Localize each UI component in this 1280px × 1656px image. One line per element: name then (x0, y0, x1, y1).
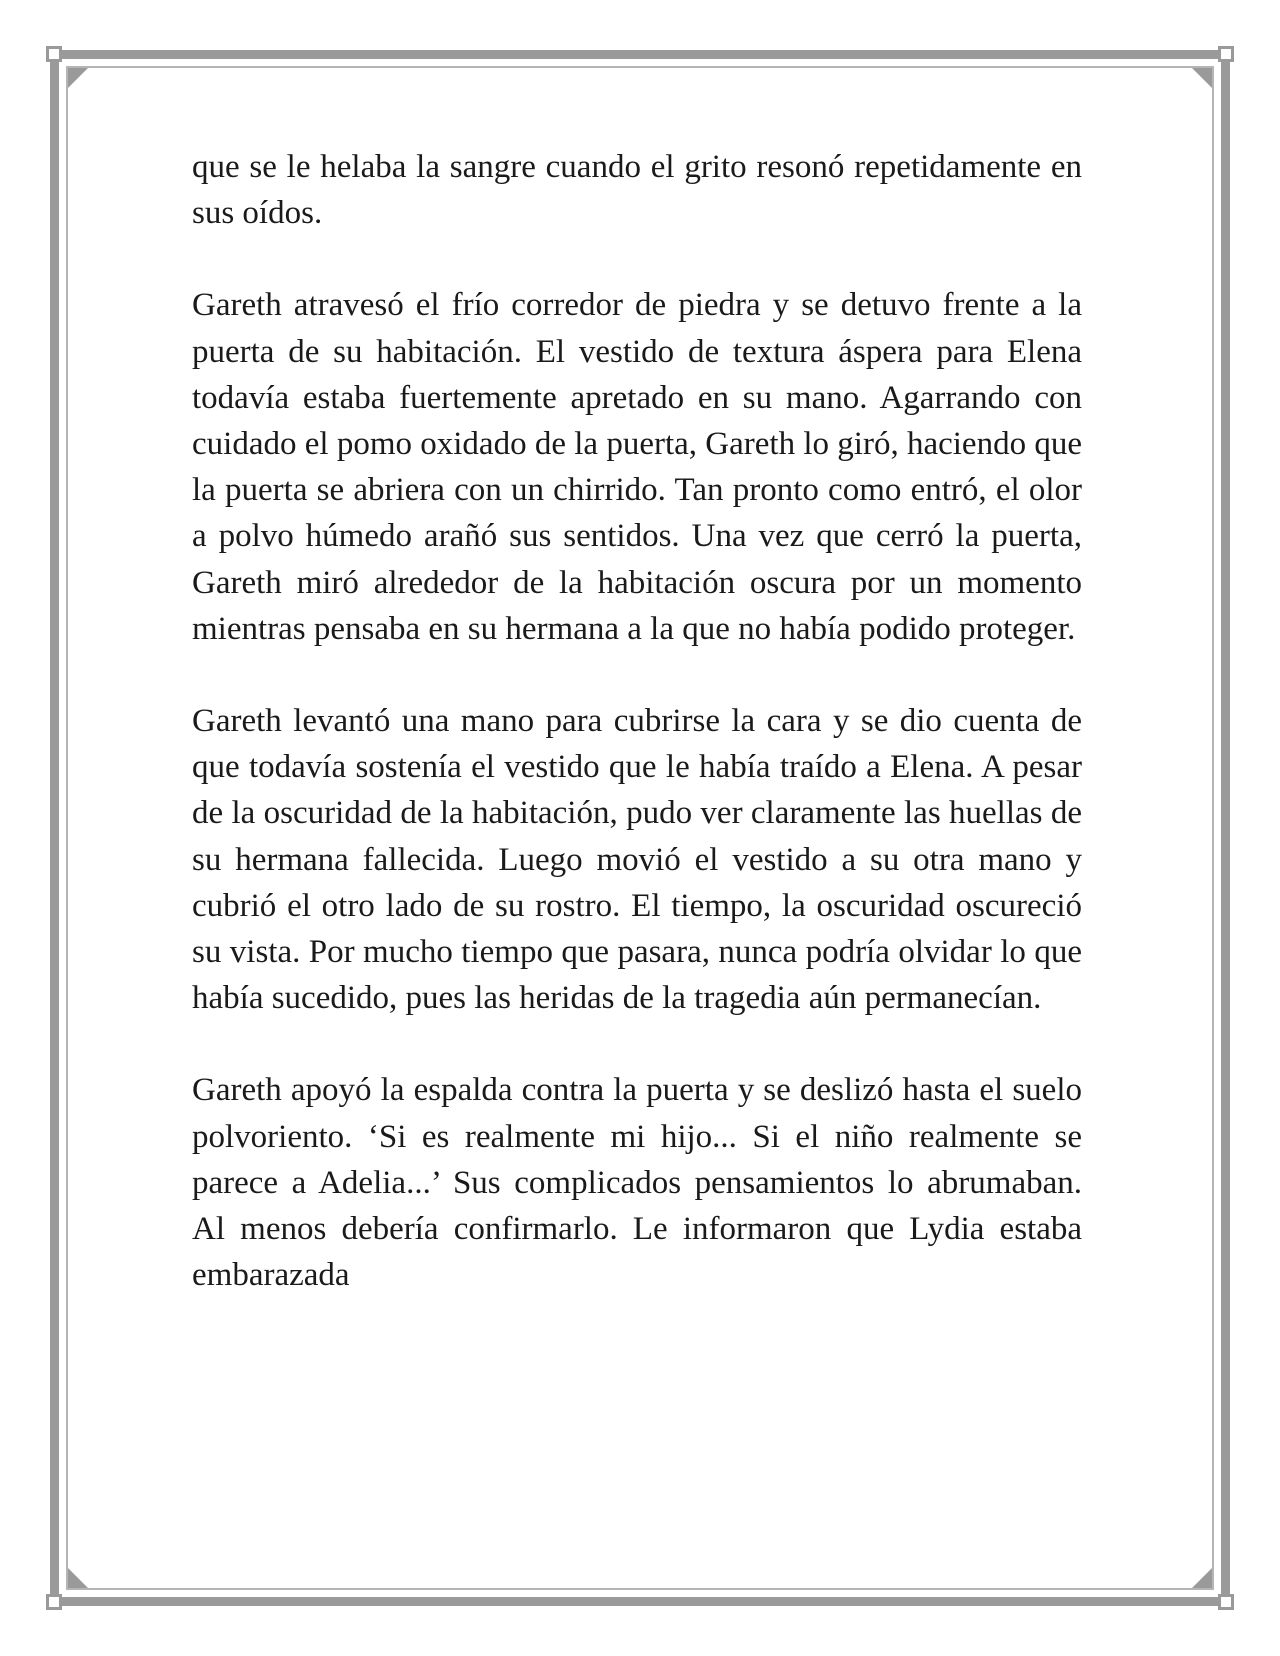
paragraph-3: Gareth levantó una mano para cubrirse la cara y se dio cuenta de que todavía sostenía el vestido que le había traído a Elena. A pesar de la oscuridad de la habitación, pudo ver claramente las huellas de su hermana fallecida. Luego movió el vestido a su otra mano y cubrió el otro lado de su rostro. El tiempo, la oscuridad oscureció su vista. Por mucho tiempo que pasara, nunca podría olvidar lo que había sucedido, pues las heridas de la tragedia aún permanecían. (192, 703, 1082, 1017)
paragraph-1: que se le helaba la sangre cuando el grito resonó repetidamente en sus oídos. (192, 149, 1082, 232)
corner-ornament-top-right (1218, 46, 1234, 62)
corner-triangle-bottom-right (1192, 1568, 1212, 1588)
paragraph-2: Gareth atravesó el frío corredor de piedra y se detuvo frente a la puerta de su habitación. El vestido de textura áspera para Elena todavía estaba fuertemente apretado en su mano. Agarrando con cuidado el pomo oxidado de la puerta, Gareth lo giró, haciendo que la puerta se abriera con un chirrido. Tan pronto como entró, el olor a polvo húmedo arañó sus sentidos. Una vez que cerró la puerta, Gareth miró alrededor de la habitación oscura por un momento mientras pensaba en su hermana a la que no había podido proteger. (192, 287, 1082, 647)
page-text (192, 144, 1082, 1298)
paragraph-4: Gareth apoyó la espalda contra la puerta y se deslizó hasta el suelo polvoriento. ‘Si es realmente mi hijo... Si el niño realmente se parece a Adelia...’ Sus complicados pensamientos lo abrumaban. Al menos debería confirmarlo. Le informaron que Lydia estaba embarazada (192, 1072, 1082, 1294)
corner-triangle-bottom-left (68, 1568, 88, 1588)
corner-ornament-top-left (46, 46, 62, 62)
corner-triangle-top-right (1192, 68, 1212, 88)
corner-ornament-bottom-right (1218, 1594, 1234, 1610)
corner-triangle-top-left (68, 68, 88, 88)
corner-ornament-bottom-left (46, 1594, 62, 1610)
